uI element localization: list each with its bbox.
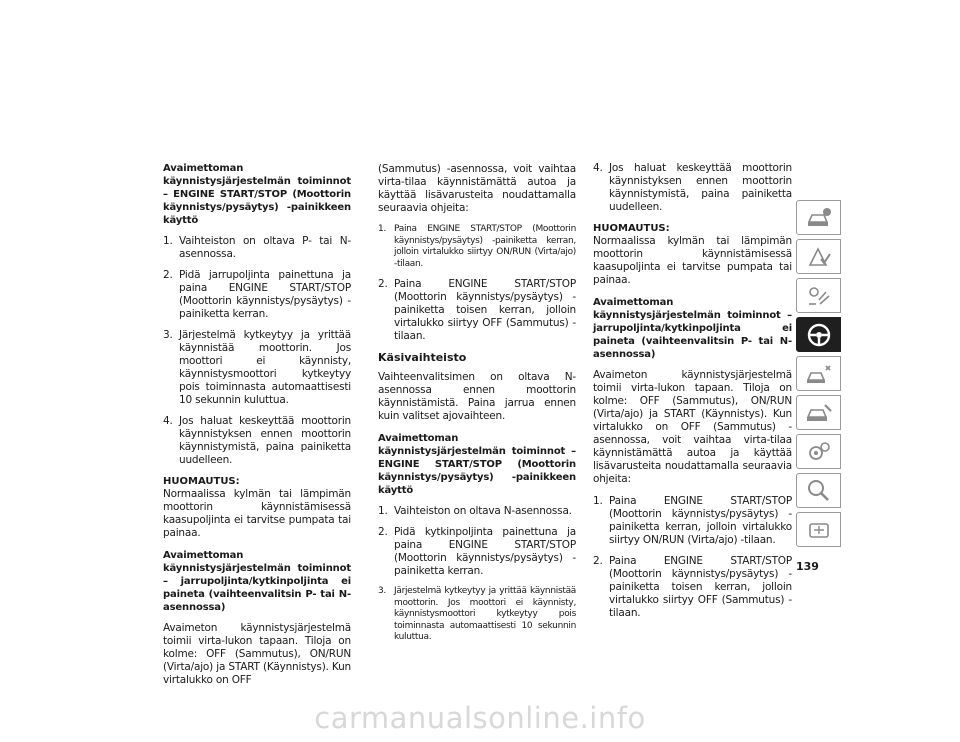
tab-index[interactable] bbox=[796, 473, 841, 508]
section-heading: Avaimettoman käynnistysjärjestelmän toiminnot – ENGINE START/STOP (Moottorin käynnistys/pysäytys) -painikkeen käyttö bbox=[378, 433, 576, 496]
list-item bbox=[378, 586, 576, 644]
page-number: 139 bbox=[796, 560, 819, 573]
tab-car-info[interactable] bbox=[796, 200, 841, 235]
step-number: 1. bbox=[378, 505, 388, 517]
step-number: 1. bbox=[593, 495, 603, 507]
section-heading: Avaimettoman käynnistysjärjestelmän toiminnot – jarrupoljinta/kytkinpoljinta ei paineta (vaihteenvalitsin P- tai N-asennossa) bbox=[593, 297, 792, 360]
tab-emergency[interactable] bbox=[796, 356, 841, 391]
section-heading: Avaimettoman käynnistysjärjestelmän toiminnot – jarrupoljinta/kytkinpoljinta ei paineta (vaihteenvalitsin P- tai N-asennossa) bbox=[163, 550, 351, 613]
column-1 bbox=[163, 162, 351, 696]
list-item bbox=[378, 526, 576, 578]
list-item bbox=[163, 235, 351, 261]
step-text: Jos haluat keskeyttää moottorin käynnistyksen ennen moottorin käynnistymistä, paina painiketta uudelleen. bbox=[609, 162, 792, 213]
step-text: Pidä jarrupoljinta painettuna ja paina ENGINE START/STOP (Moottorin käynnistys/pysäytys) -painiketta kerran. bbox=[179, 269, 351, 320]
step-list bbox=[378, 505, 576, 644]
note-text: Normaalissa kylmän tai lämpimän moottorin käynnistämisessä kaasupoljinta ei tarvitse pumpata tai painaa. bbox=[163, 488, 351, 539]
warning-check-icon bbox=[804, 243, 834, 271]
list-item bbox=[378, 278, 576, 343]
chapter-tabs bbox=[796, 200, 841, 551]
step-number: 2. bbox=[378, 278, 388, 290]
multimedia-icon bbox=[804, 516, 834, 544]
step-text: Vaihteiston on oltava N-asennossa. bbox=[394, 505, 572, 517]
magnifier-icon bbox=[804, 477, 834, 505]
step-text: Paina ENGINE START/STOP (Moottorin käynnistys/pysäytys) -painiketta toisen kerran, jolloin virtalukko siirtyy OFF (Sammutus) -tilaan. bbox=[394, 278, 576, 342]
step-text: Jos haluat keskeyttää moottorin käynnistyksen ennen moottorin käynnistymistä, paina painiketta uudelleen. bbox=[179, 415, 351, 466]
column-2 bbox=[378, 163, 576, 652]
step-number: 1. bbox=[378, 224, 386, 234]
note-heading: HUOMAUTUS: bbox=[593, 223, 670, 234]
step-list bbox=[593, 162, 792, 214]
list-item bbox=[163, 329, 351, 407]
step-text: Paina ENGINE START/STOP (Moottorin käynnistys/pysäytys) -painiketta kerran, jolloin virtalukko siirtyy ON/RUN (Virta/ajo) -tilaan. bbox=[394, 224, 576, 269]
step-number: 1. bbox=[163, 235, 173, 247]
step-number: 3. bbox=[378, 586, 386, 596]
car-info-icon bbox=[804, 204, 834, 232]
list-item bbox=[593, 555, 792, 620]
gears-icon bbox=[804, 438, 834, 466]
step-number: 4. bbox=[593, 162, 603, 174]
watermark: carmanualsonline.info bbox=[314, 701, 646, 735]
step-number: 2. bbox=[593, 555, 603, 567]
tab-technical-specs[interactable] bbox=[796, 434, 841, 469]
list-item bbox=[593, 162, 792, 214]
body-paragraph: (Sammutus) -asennossa, voit vaihtaa virta-tilaa käynnistämättä autoa ja käyttää lisävarusteita noudattamalla seuraavia ohjeita: bbox=[378, 163, 576, 214]
body-paragraph: Vaihteenvalitsimen on oltava N-asennossa ennen moottorin käynnistämistä. Paina jarrua ennen kuin valitset ajovaihteen. bbox=[378, 371, 576, 422]
step-number: 2. bbox=[378, 526, 388, 538]
tab-multimedia[interactable] bbox=[796, 512, 841, 547]
step-list bbox=[163, 235, 351, 467]
list-item bbox=[163, 415, 351, 467]
step-number: 4. bbox=[163, 415, 173, 427]
dashboard-lights-icon bbox=[804, 282, 834, 310]
step-number: 2. bbox=[163, 269, 173, 281]
section-title: Käsivaihteisto bbox=[378, 351, 467, 364]
body-paragraph: Avaimeton käynnistysjärjestelmä toimii virta-lukon tapaan. Tiloja on kolme: OFF (Sammutus), ON/RUN (Virta/ajo) ja START (Käynnistys). Kun virtalukko on OFF (Sammutus) -asennossa, voit vaihtaa virta-tilaa käynnistämättä autoa ja käyttää lisävarusteita noudattamalla seuraavia ohjeita: bbox=[593, 369, 792, 485]
tab-dashboard-lights[interactable] bbox=[796, 278, 841, 313]
note-heading: HUOMAUTUS: bbox=[163, 476, 240, 487]
list-item bbox=[163, 269, 351, 321]
step-list bbox=[593, 495, 792, 620]
car-service-icon bbox=[804, 399, 834, 427]
list-item bbox=[378, 505, 576, 518]
step-text: Järjestelmä kytkeytyy ja yrittää käynnistää moottorin. Jos moottori ei käynnisty, käynnistysmoottori kytkeytyy pois toiminnasta automaattisesti 10 sekunnin kuluttua. bbox=[394, 586, 576, 642]
list-item bbox=[378, 224, 576, 270]
list-item bbox=[593, 495, 792, 547]
step-text: Pidä kytkinpoljinta painettuna ja paina ENGINE START/STOP (Moottorin käynnistys/pysäytys) -painiketta kerran. bbox=[394, 526, 576, 577]
note-text: Normaalissa kylmän tai lämpimän moottorin käynnistämisessä kaasupoljinta ei tarvitse pumpata tai painaa. bbox=[593, 235, 792, 286]
steering-wheel-icon bbox=[804, 321, 834, 349]
step-number: 3. bbox=[163, 329, 173, 341]
step-list bbox=[378, 224, 576, 343]
step-text: Paina ENGINE START/STOP (Moottorin käynnistys/pysäytys) -painiketta toisen kerran, jolloin virtalukko siirtyy OFF (Sammutus) -tilaan. bbox=[609, 555, 792, 619]
step-text: Järjestelmä kytkeytyy ja yrittää käynnistää moottorin. Jos moottori ei käynnisty, käynnistysmoottori kytkeytyy pois toiminnasta automaattisesti 10 sekunnin kuluttua. bbox=[179, 329, 351, 406]
section-heading: Avaimettoman käynnistysjärjestelmän toiminnot – ENGINE START/STOP (Moottorin käynnistys/pysäytys) -painikkeen käyttö bbox=[163, 163, 351, 226]
step-text: Vaihteiston on oltava P- tai N-asennossa. bbox=[179, 235, 351, 260]
column-3 bbox=[593, 162, 792, 628]
body-paragraph: Avaimeton käynnistysjärjestelmä toimii virta-lukon tapaan. Tiloja on kolme: OFF (Sammutus), ON/RUN (Virta/ajo) ja START (Käynnistys). Kun virtalukko on OFF bbox=[163, 622, 351, 686]
car-crash-icon bbox=[804, 360, 834, 388]
tab-warning-check[interactable] bbox=[796, 239, 841, 274]
tab-starting-operating[interactable] bbox=[796, 317, 841, 352]
tab-service[interactable] bbox=[796, 395, 841, 430]
step-text: Paina ENGINE START/STOP (Moottorin käynnistys/pysäytys) -painiketta kerran, jolloin virtalukko siirtyy ON/RUN (Virta/ajo) -tilaan. bbox=[609, 495, 792, 546]
